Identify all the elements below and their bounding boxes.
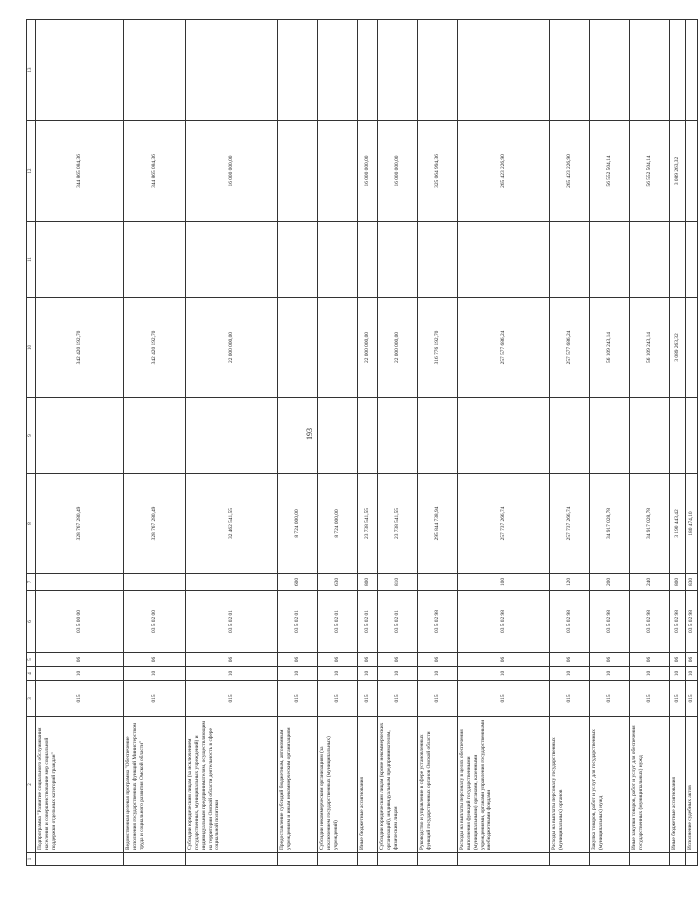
- amount-col-10: 22 000 000,00: [186, 298, 278, 398]
- expense-type-code: 810: [378, 574, 418, 591]
- amount-col-13: [378, 20, 418, 121]
- amount-col-11: [670, 222, 686, 298]
- expense-type-code: [186, 574, 278, 591]
- row-blank-cell: [458, 853, 550, 866]
- section-code: 10: [590, 667, 630, 681]
- amount-col-10: 22 000 000,00: [378, 298, 418, 398]
- amount-col-12: 265 423 226,90: [458, 121, 550, 222]
- amount-col-12: 16 000 000,00: [358, 121, 378, 222]
- section-code: 10: [670, 667, 686, 681]
- amount-col-12: [686, 121, 698, 222]
- column-number: 13: [27, 20, 36, 121]
- section-code: 10: [378, 667, 418, 681]
- column-number: 9: [27, 398, 36, 474]
- row-blank-cell: [358, 853, 378, 866]
- subsection-code: 06: [36, 653, 124, 667]
- column-number: 10: [27, 298, 36, 398]
- expense-type-code: 830: [686, 574, 698, 591]
- expense-type-code: 200: [590, 574, 630, 591]
- amount-col-12: 344 865 084,36: [36, 121, 124, 222]
- subsection-code: 06: [318, 653, 358, 667]
- amount-col-13: [590, 20, 630, 121]
- chapter-code: 015: [630, 681, 670, 717]
- amount-col-12: [318, 121, 358, 222]
- amount-col-10: 56 109 243,14: [590, 298, 630, 398]
- amount-col-9: [186, 398, 278, 474]
- target-article-code: 03 5 02 98: [458, 591, 550, 653]
- section-code: 10: [278, 667, 318, 681]
- amount-col-9: [686, 398, 698, 474]
- chapter-code: 015: [670, 681, 686, 717]
- target-article-code: 03 5 02 98: [590, 591, 630, 653]
- subsection-code: 06: [630, 653, 670, 667]
- subsection-code: 06: [590, 653, 630, 667]
- amount-col-10: [318, 298, 358, 398]
- amount-col-8: 328 767 280,49: [36, 474, 124, 574]
- subsection-code: 06: [358, 653, 378, 667]
- amount-col-8: 295 844 738,94: [418, 474, 458, 574]
- amount-col-9: [670, 398, 686, 474]
- row-name: Руководство и управление в сфере установленных функций государственных органов Омской области: [418, 717, 458, 853]
- table-body: [27, 20, 698, 866]
- amount-col-8: 23 738 541,55: [378, 474, 418, 574]
- row-blank-cell: [36, 853, 124, 866]
- column-number: 4: [27, 667, 36, 681]
- amount-col-11: [458, 222, 550, 298]
- chapter-code: 015: [686, 681, 698, 717]
- section-code: 10: [36, 667, 124, 681]
- amount-col-13: [630, 20, 670, 121]
- row-name: Иные закупки товаров, работ и услуг для обеспечения государственных (муниципальных) нужд: [630, 717, 670, 853]
- table-row: [186, 20, 278, 866]
- column-number: 8: [27, 474, 36, 574]
- amount-col-9: [590, 398, 630, 474]
- subsection-code: 06: [378, 653, 418, 667]
- column-number: 6: [27, 591, 36, 653]
- amount-col-8: 180 474,10: [686, 474, 698, 574]
- expense-type-code: 800: [670, 574, 686, 591]
- table-row: [550, 20, 590, 866]
- amount-col-10: [686, 298, 698, 398]
- table-row: [378, 20, 418, 866]
- amount-col-12: 56 552 504,14: [590, 121, 630, 222]
- expense-type-code: [36, 574, 124, 591]
- amount-col-12: 16 000 000,00: [186, 121, 278, 222]
- row-blank-cell: [550, 853, 590, 866]
- target-article-code: 03 5 02 98: [550, 591, 590, 653]
- amount-col-13: [686, 20, 698, 121]
- row-name: Подпрограмма "Развитие социального обслуживания населения и совершенствование мер социальной поддержки отдельных категорий граждан": [36, 717, 124, 853]
- amount-col-9: [458, 398, 550, 474]
- amount-col-8: 34 917 028,78: [590, 474, 630, 574]
- amount-col-10: 342 420 192,70: [124, 298, 186, 398]
- column-number: 2: [27, 717, 36, 853]
- chapter-code: 015: [418, 681, 458, 717]
- amount-col-11: [186, 222, 278, 298]
- amount-col-11: [550, 222, 590, 298]
- row-blank-cell: [318, 853, 358, 866]
- table-row: [458, 20, 550, 866]
- amount-col-13: [124, 20, 186, 121]
- amount-col-12: [278, 121, 318, 222]
- table-row: [358, 20, 378, 866]
- section-code: 10: [686, 667, 698, 681]
- amount-col-13: [550, 20, 590, 121]
- rotated-budget-table: [26, 20, 695, 866]
- table-row: [686, 20, 698, 866]
- section-code: 10: [550, 667, 590, 681]
- row-name: Субсидии юридическим лицам (кроме некоммерческих организаций), индивидуальным предпринимателям, физическим лицам: [378, 717, 418, 853]
- row-blank-cell: [278, 853, 318, 866]
- target-article-code: 03 5 02 98: [670, 591, 686, 653]
- table-row: [670, 20, 686, 866]
- section-code: 10: [124, 667, 186, 681]
- amount-col-10: 257 577 686,24: [550, 298, 590, 398]
- subsection-code: 06: [124, 653, 186, 667]
- amount-col-13: [186, 20, 278, 121]
- amount-col-8: 328 767 280,49: [124, 474, 186, 574]
- amount-col-13: [36, 20, 124, 121]
- amount-col-9: [630, 398, 670, 474]
- row-blank-cell: [590, 853, 630, 866]
- amount-col-10: 316 776 192,70: [418, 298, 458, 398]
- amount-col-12: 265 423 226,90: [550, 121, 590, 222]
- row-blank-cell: [686, 853, 698, 866]
- amount-col-10: 22 000 000,00: [358, 298, 378, 398]
- chapter-code: 015: [458, 681, 550, 717]
- chapter-code: 015: [278, 681, 318, 717]
- section-code: 10: [418, 667, 458, 681]
- amount-col-11: [686, 222, 698, 298]
- amount-col-10: [278, 298, 318, 398]
- amount-col-9: [358, 398, 378, 474]
- amount-col-13: [318, 20, 358, 121]
- target-article-code: 03 5 02 01: [186, 591, 278, 653]
- column-number: 7: [27, 574, 36, 591]
- chapter-code: 015: [318, 681, 358, 717]
- table-row: [124, 20, 186, 866]
- subsection-code: 06: [458, 653, 550, 667]
- amount-col-11: [278, 222, 318, 298]
- row-name: Расходы на выплаты персоналу государственных (муниципальных) органов: [550, 717, 590, 853]
- amount-col-12: 344 865 084,36: [124, 121, 186, 222]
- subsection-code: 06: [418, 653, 458, 667]
- target-article-code: 03 5 02 01: [378, 591, 418, 653]
- amount-col-9: [378, 398, 418, 474]
- row-blank-cell: [124, 853, 186, 866]
- expense-type-code: 100: [458, 574, 550, 591]
- subsection-code: 06: [278, 653, 318, 667]
- amount-col-9: [318, 398, 358, 474]
- target-article-code: 03 5 02 01: [278, 591, 318, 653]
- amount-col-8: 23 738 541,55: [358, 474, 378, 574]
- chapter-code: 015: [358, 681, 378, 717]
- row-blank-cell: [670, 853, 686, 866]
- column-number: 5: [27, 653, 36, 667]
- section-code: 10: [186, 667, 278, 681]
- column-number: 12: [27, 121, 36, 222]
- expense-type-code: 120: [550, 574, 590, 591]
- chapter-code: 015: [590, 681, 630, 717]
- amount-col-8: 8 724 000,00: [318, 474, 358, 574]
- subsection-code: 06: [686, 653, 698, 667]
- row-name: Ведомственная целевая программа "Обеспечение исполнения государственных функций Министерством труда и социального развития Омской области": [124, 717, 186, 853]
- amount-col-8: 34 917 028,78: [630, 474, 670, 574]
- amount-col-10: 257 577 686,24: [458, 298, 550, 398]
- amount-col-13: [670, 20, 686, 121]
- target-article-code: 03 5 02 98: [686, 591, 698, 653]
- target-article-code: 03 5 02 01: [358, 591, 378, 653]
- section-code: 10: [358, 667, 378, 681]
- subsection-code: 06: [550, 653, 590, 667]
- amount-col-11: [630, 222, 670, 298]
- target-article-code: 03 5 02 00: [124, 591, 186, 653]
- amount-col-9: [418, 398, 458, 474]
- amount-col-8: 257 737 266,74: [458, 474, 550, 574]
- amount-col-9: [124, 398, 186, 474]
- target-article-code: 03 5 02 98: [630, 591, 670, 653]
- chapter-code: 015: [378, 681, 418, 717]
- column-number-row: [27, 20, 36, 866]
- amount-col-12: 3 089 263,32: [670, 121, 686, 222]
- chapter-code: 015: [124, 681, 186, 717]
- row-blank-cell: [418, 853, 458, 866]
- section-code: 10: [458, 667, 550, 681]
- row-name: Субсидии некоммерческим организациям (за исключением государственных (муниципальных) учреждений): [318, 717, 358, 853]
- table-row: [278, 20, 318, 866]
- amount-col-9: [550, 398, 590, 474]
- column-number: 1: [27, 853, 36, 866]
- expense-type-code: [418, 574, 458, 591]
- table-row: [630, 20, 670, 866]
- subsection-code: 06: [186, 653, 278, 667]
- amount-col-13: [278, 20, 318, 121]
- chapter-code: 015: [36, 681, 124, 717]
- amount-col-11: [590, 222, 630, 298]
- amount-col-8: 257 737 266,74: [550, 474, 590, 574]
- amount-col-11: [124, 222, 186, 298]
- amount-col-12: 56 552 504,14: [630, 121, 670, 222]
- chapter-code: 015: [550, 681, 590, 717]
- table-row: [36, 20, 124, 866]
- table-row: [318, 20, 358, 866]
- amount-col-9: [278, 398, 318, 474]
- amount-col-11: [318, 222, 358, 298]
- expense-type-code: 800: [358, 574, 378, 591]
- amount-col-11: [36, 222, 124, 298]
- amount-col-11: [418, 222, 458, 298]
- row-name: Предоставление субсидий бюджетным, автономным учреждениям и иным некоммерческим организациям: [278, 717, 318, 853]
- amount-col-10: 3 089 263,32: [670, 298, 686, 398]
- row-name: Иные бюджетные ассигнования: [670, 717, 686, 853]
- subsection-code: 06: [670, 653, 686, 667]
- table-row: [418, 20, 458, 866]
- table-row: [590, 20, 630, 866]
- amount-col-12: 325 064 994,36: [418, 121, 458, 222]
- column-number: 11: [27, 222, 36, 298]
- column-number: 3: [27, 681, 36, 717]
- amount-col-8: 3 190 443,42: [670, 474, 686, 574]
- amount-col-8: 8 724 000,00: [278, 474, 318, 574]
- row-blank-cell: [378, 853, 418, 866]
- amount-col-13: [418, 20, 458, 121]
- target-article-code: 03 5 02 01: [318, 591, 358, 653]
- budget-table: [26, 19, 698, 866]
- target-article-code: 03 5 00 00: [36, 591, 124, 653]
- row-name: Закупка товаров, работ и услуг для государственных (муниципальных) нужд: [590, 717, 630, 853]
- row-name: Расходы на выплаты персоналу в целях обеспечения выполнения функций государственными (муниципальными) органами, казенными учреждениями, органами управления государственными внебюджетными фондами: [458, 717, 550, 853]
- chapter-code: 015: [186, 681, 278, 717]
- amount-col-9: [36, 398, 124, 474]
- amount-col-10: 56 109 243,14: [630, 298, 670, 398]
- section-code: 10: [630, 667, 670, 681]
- amount-col-12: 16 000 000,00: [378, 121, 418, 222]
- amount-col-13: [458, 20, 550, 121]
- expense-type-code: 630: [318, 574, 358, 591]
- row-name: Субсидии юридическим лицам (за исключением государственных, муниципальных учреждений) и индивидуальным предпринимателям, осуществляющим на территории Омской области деятельность в сфере социальной политики: [186, 717, 278, 853]
- target-article-code: 03 5 02 98: [418, 591, 458, 653]
- row-blank-cell: [630, 853, 670, 866]
- expense-type-code: 240: [630, 574, 670, 591]
- expense-type-code: [124, 574, 186, 591]
- amount-col-10: 342 420 192,70: [36, 298, 124, 398]
- page-number: 193: [305, 428, 314, 440]
- row-blank-cell: [186, 853, 278, 866]
- expense-type-code: 600: [278, 574, 318, 591]
- amount-col-13: [358, 20, 378, 121]
- row-name: Иные бюджетные ассигнования: [358, 717, 378, 853]
- section-code: 10: [318, 667, 358, 681]
- row-name: Исполнение судебных актов: [686, 717, 698, 853]
- amount-col-11: [378, 222, 418, 298]
- amount-col-8: 32 462 541,55: [186, 474, 278, 574]
- amount-col-11: [358, 222, 378, 298]
